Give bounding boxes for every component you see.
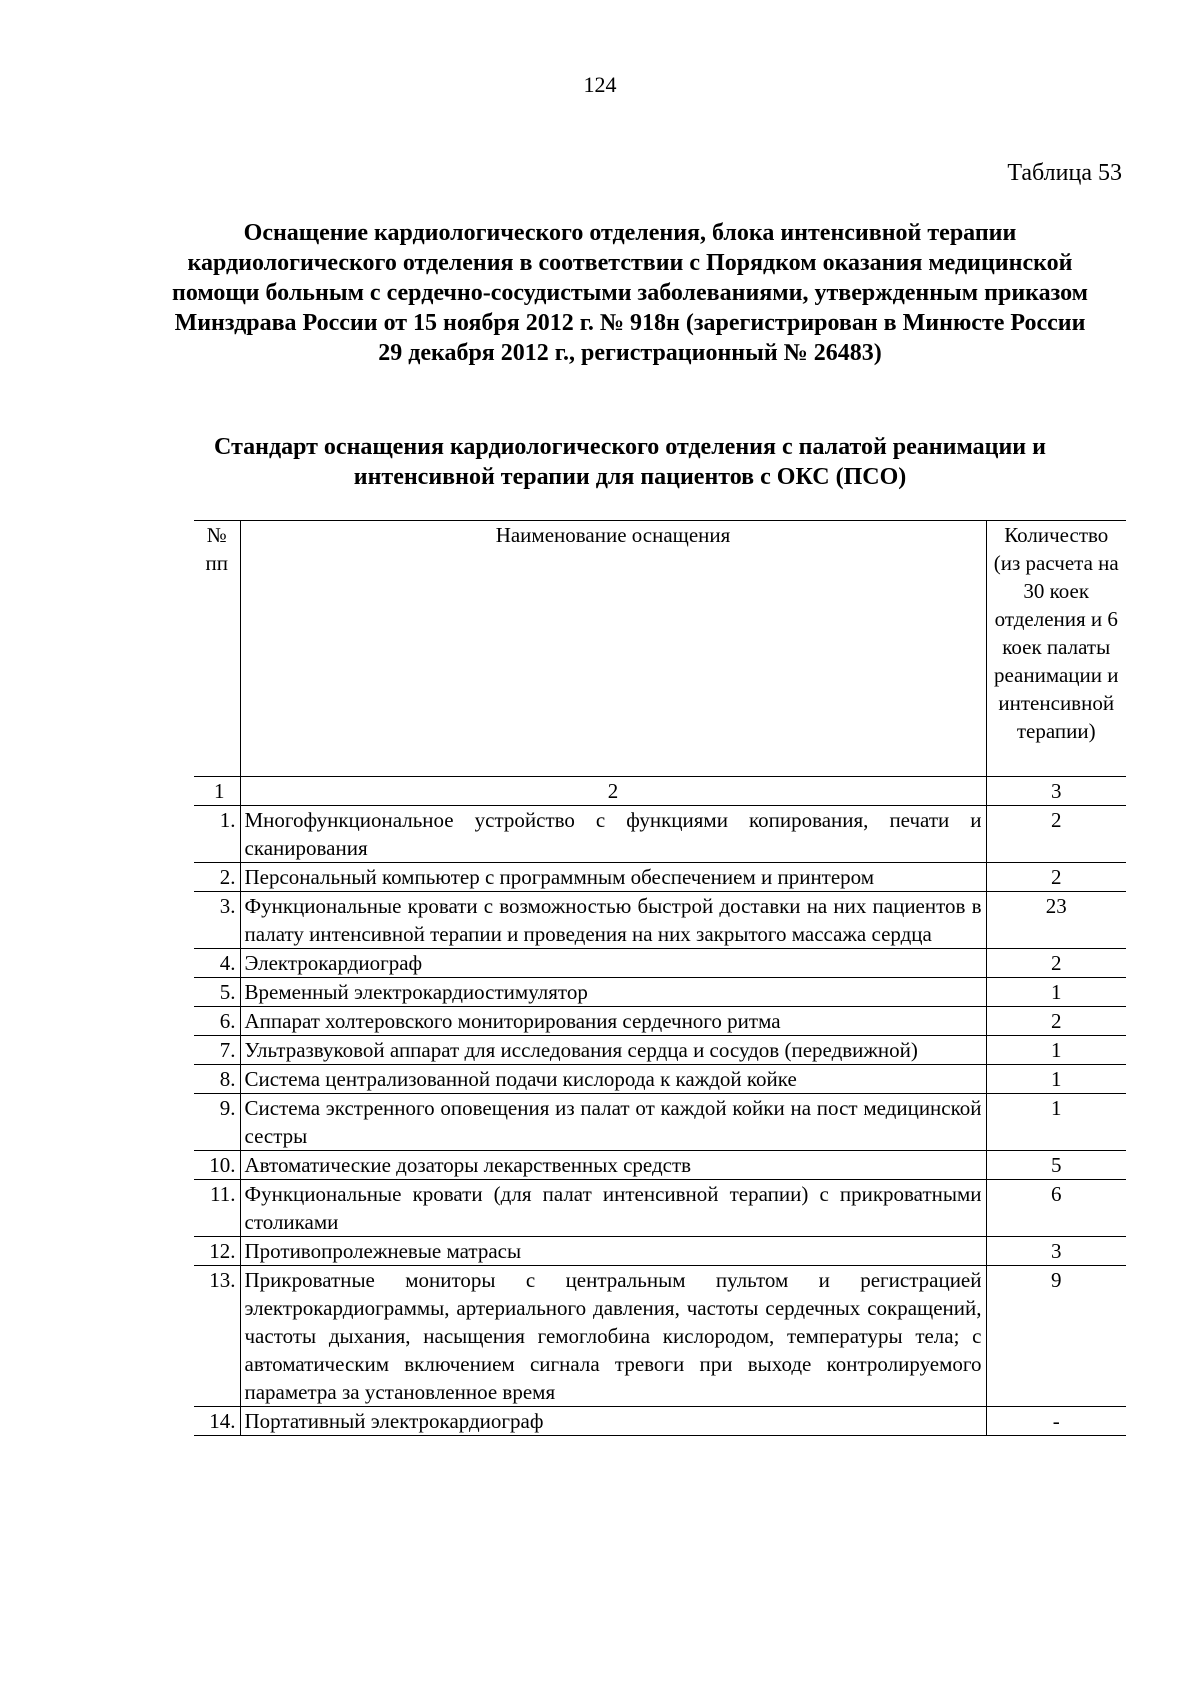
table-row bbox=[194, 1237, 1126, 1266]
row-number: 11. bbox=[194, 1180, 240, 1237]
row-name: Электрокардиограф bbox=[240, 949, 986, 978]
row-name: Временный электрокардиостимулятор bbox=[240, 978, 986, 1007]
table-row bbox=[194, 1266, 1126, 1407]
row-quantity: 23 bbox=[986, 892, 1126, 949]
row-name: Персональный компьютер с программным обеспечением и принтером bbox=[240, 863, 986, 892]
table-row bbox=[194, 806, 1126, 863]
row-name: Система централизованной подачи кислорода к каждой койке bbox=[240, 1065, 986, 1094]
row-number: 6. bbox=[194, 1007, 240, 1036]
row-number: 4. bbox=[194, 949, 240, 978]
row-name: Аппарат холтеровского мониторирования сердечного ритма bbox=[240, 1007, 986, 1036]
row-name: Ультразвуковой аппарат для исследования сердца и сосудов (передвижной) bbox=[240, 1036, 986, 1065]
row-name: Противопролежневые матрасы bbox=[240, 1237, 986, 1266]
table-row bbox=[194, 1007, 1126, 1036]
column-number: 3 bbox=[986, 777, 1126, 806]
column-number: 2 bbox=[240, 777, 986, 806]
column-number-row bbox=[194, 777, 1126, 806]
row-name: Многофункциональное устройство с функциями копирования, печати и сканирования bbox=[240, 806, 986, 863]
row-number: 5. bbox=[194, 978, 240, 1007]
row-number: 9. bbox=[194, 1094, 240, 1151]
table-row bbox=[194, 1094, 1126, 1151]
row-quantity: 1 bbox=[986, 1065, 1126, 1094]
row-number: 8. bbox=[194, 1065, 240, 1094]
row-quantity: 2 bbox=[986, 949, 1126, 978]
row-name: Портативный электрокардиограф bbox=[240, 1407, 986, 1436]
row-number: 2. bbox=[194, 863, 240, 892]
row-number: 13. bbox=[194, 1266, 240, 1407]
table-number: Таблица 53 bbox=[1007, 160, 1122, 186]
table-row bbox=[194, 1407, 1126, 1436]
page-number: 124 bbox=[583, 72, 617, 97]
row-quantity: 6 bbox=[986, 1180, 1126, 1237]
header-name: Наименование оснащения bbox=[240, 521, 986, 777]
row-quantity: 1 bbox=[986, 1094, 1126, 1151]
row-quantity: 2 bbox=[986, 806, 1126, 863]
table-row bbox=[194, 863, 1126, 892]
table-header-row bbox=[194, 521, 1126, 777]
table-row bbox=[194, 949, 1126, 978]
header-quantity: Количество (из расчета на 30 коек отделения и 6 коек палаты реанимации и интенсивной терапии) bbox=[986, 521, 1126, 777]
row-quantity: 3 bbox=[986, 1237, 1126, 1266]
row-number: 10. bbox=[194, 1151, 240, 1180]
row-name: Система экстренного оповещения из палат от каждой койки на пост медицинской сестры bbox=[240, 1094, 986, 1151]
row-quantity: 5 bbox=[986, 1151, 1126, 1180]
row-name: Прикроватные мониторы с центральным пультом и регистрацией электрокардиограммы, артериального давления, частоты сердечных сокращений, частоты дыхания, насыщения гемоглобина кислородом, температуры тела; с автоматическим включением сигнала тревоги при выходе контролируемого параметра за установленное время bbox=[240, 1266, 986, 1407]
row-quantity: 2 bbox=[986, 1007, 1126, 1036]
table-row bbox=[194, 1151, 1126, 1180]
row-number: 3. bbox=[194, 892, 240, 949]
column-number: 1 bbox=[194, 777, 240, 806]
document-subtitle: Стандарт оснащения кардиологического отделения с палатой реанимации и интенсивной терапии для пациентов с ОКС (ПСО) bbox=[214, 434, 1046, 490]
row-number: 1. bbox=[194, 806, 240, 863]
row-name: Функциональные кровати с возможностью быстрой доставки на них пациентов в палату интенсивной терапии и проведения на них закрытого массажа сердца bbox=[240, 892, 986, 949]
row-number: 7. bbox=[194, 1036, 240, 1065]
row-quantity: 2 bbox=[986, 863, 1126, 892]
table-row bbox=[194, 892, 1126, 949]
table-row bbox=[194, 1180, 1126, 1237]
table-row bbox=[194, 978, 1126, 1007]
equipment-table bbox=[194, 520, 1126, 1436]
row-name: Автоматические дозаторы лекарственных средств bbox=[240, 1151, 986, 1180]
row-quantity: - bbox=[986, 1407, 1126, 1436]
header-number: № пп bbox=[194, 521, 240, 777]
row-number: 14. bbox=[194, 1407, 240, 1436]
table-row bbox=[194, 1065, 1126, 1094]
row-number: 12. bbox=[194, 1237, 240, 1266]
document-title: Оснащение кардиологического отделения, блока интенсивной терапии кардиологического отделения в соответствии с Порядком оказания медицинской помощи больным с сердечно-сосудистыми заболеваниями, утвержденным приказом Минздрава России от 15 ноября 2012 г. № 918н (зарегистрирован в Минюсте России 29 декабря 2012 г., регистрационный № 26483) bbox=[171, 220, 1089, 366]
table-row bbox=[194, 1036, 1126, 1065]
row-quantity: 1 bbox=[986, 1036, 1126, 1065]
row-quantity: 1 bbox=[986, 978, 1126, 1007]
row-quantity: 9 bbox=[986, 1266, 1126, 1407]
row-name: Функциональные кровати (для палат интенсивной терапии) с прикроватными столиками bbox=[240, 1180, 986, 1237]
